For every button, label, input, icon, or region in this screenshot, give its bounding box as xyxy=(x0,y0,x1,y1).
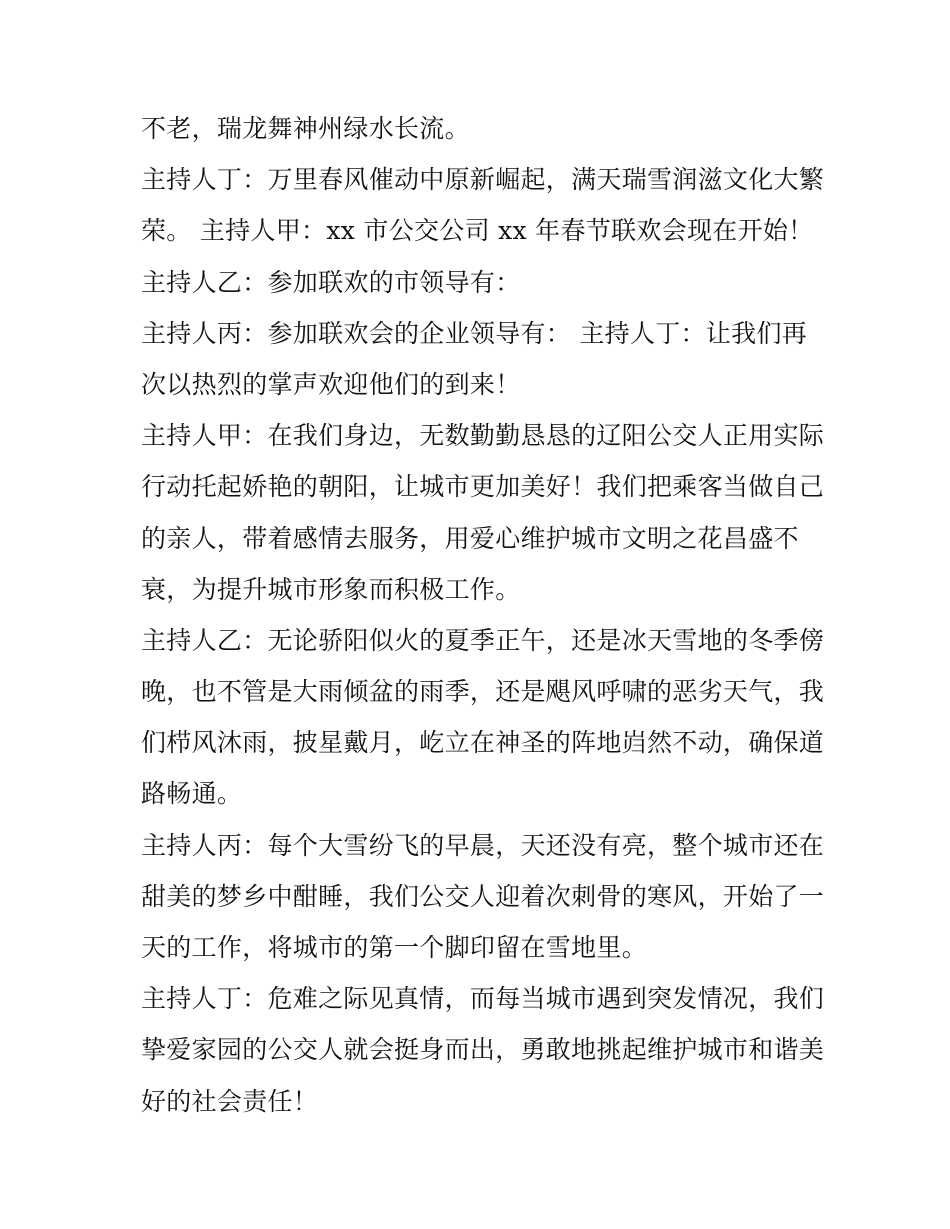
text-line: 好的社会责任！ xyxy=(141,1086,319,1116)
document-body xyxy=(141,103,825,1127)
text-line: 行动托起娇艳的朝阳，让城市更加美好！我们把乘客当做自己 xyxy=(141,472,825,502)
text-line: 次以热烈的掌声欢迎他们的到来！ xyxy=(141,369,521,399)
text-line: 晚，也不管是大雨倾盆的雨季，还是飓风呼啸的恶劣天气，我 xyxy=(141,677,825,707)
text-line: 衰，为提升城市形象而积极工作。 xyxy=(141,574,521,604)
text-line: 的亲人，带着感情去服务，用爱心维护城市文明之花昌盛不 xyxy=(141,523,799,553)
text-line: 主持人丙：每个大雪纷飞的早晨，天还没有亮，整个城市还在 xyxy=(141,830,825,860)
text-line: 路畅通。 xyxy=(141,779,243,809)
text-line: 主持人丙：参加联欢会的企业领导有： 主持人丁：让我们再 xyxy=(141,318,808,348)
text-line: 主持人丁：危难之际见真情，而每当城市遇到突发情况，我们 xyxy=(141,984,825,1014)
text-line: 主持人乙：无论骄阳似火的夏季正午，还是冰天雪地的冬季傍 xyxy=(141,625,825,655)
text-line: 主持人丁：万里春风催动中原新崛起，满天瑞雪润滋文化大繁 xyxy=(141,165,825,195)
text-line: 天的工作，将城市的第一个脚印留在雪地里。 xyxy=(141,933,648,962)
text-line: 主持人甲：在我们身边，无数勤勤恳恳的辽阳公交人正用实际 xyxy=(141,421,825,451)
text-line: 挚爱家园的公交人就会挺身而出，勇敢地挑起维护城市和谐美 xyxy=(141,1035,825,1065)
text-line: 们栉风沐雨，披星戴月，屹立在神圣的阵地岿然不动，确保道 xyxy=(141,728,825,758)
text-line: 甜美的梦乡中酣睡，我们公交人迎着次刺骨的寒风，开始了一 xyxy=(141,881,825,911)
text-line: 荣。 主持人甲：xx 市公交公司 xx 年春节联欢会现在开始！ xyxy=(141,216,814,246)
text-line: 主持人乙：参加联欢的市领导有： xyxy=(141,267,521,297)
text-line: 不老，瑞龙舞神州绿水长流。 xyxy=(141,114,470,143)
